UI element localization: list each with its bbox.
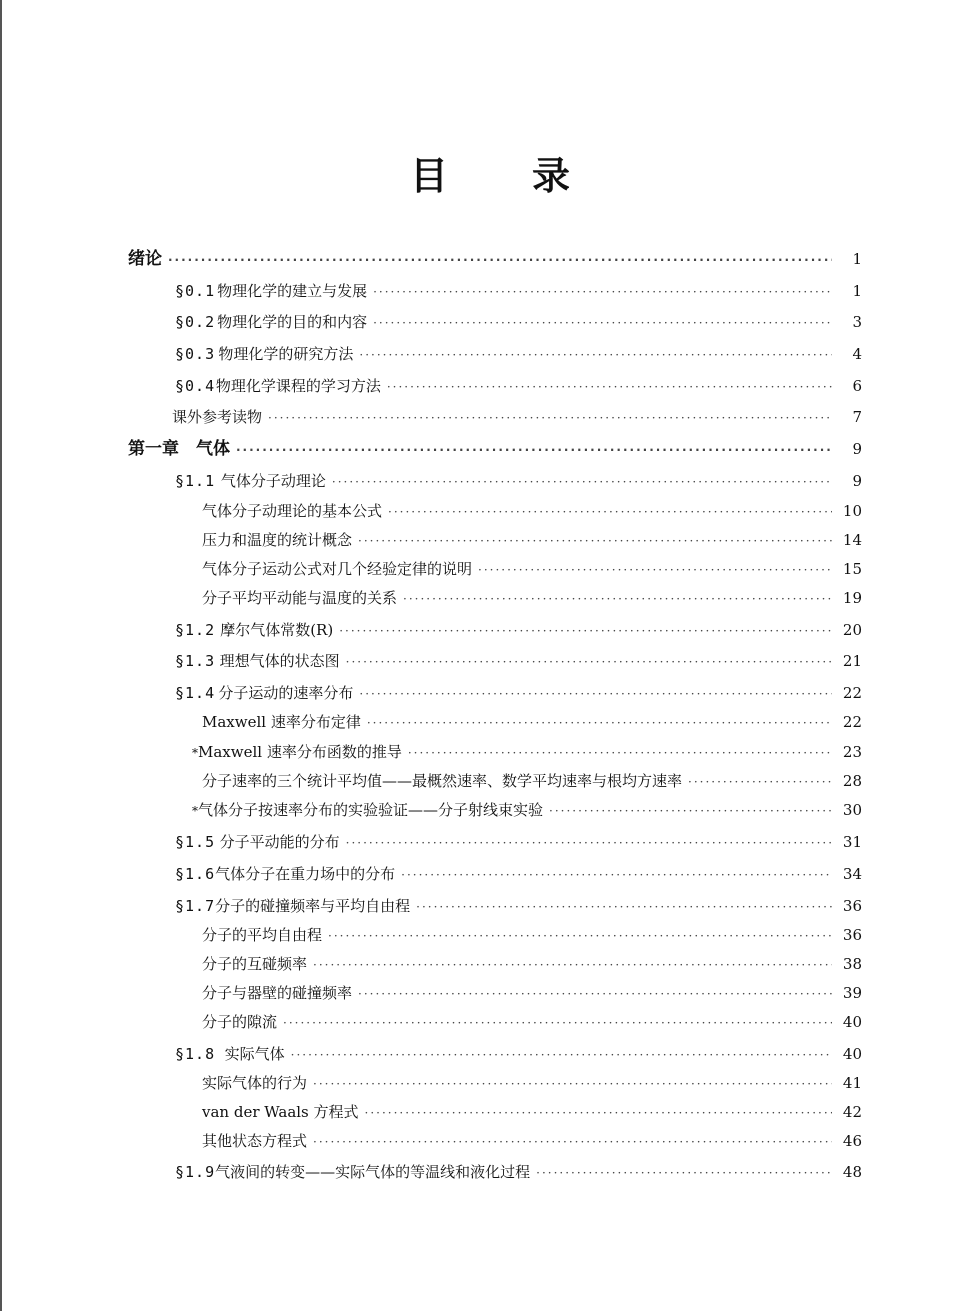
toc-page-number: 36 xyxy=(842,897,862,915)
toc-entry[interactable] xyxy=(202,711,862,734)
dot-leader xyxy=(168,249,832,271)
toc-page-number: 34 xyxy=(842,865,862,883)
toc-entry-title: 分子的碰撞频率与平均自由程 xyxy=(215,897,411,915)
dot-leader xyxy=(408,742,832,764)
toc-entry-title: 课外参考读物 xyxy=(172,408,263,426)
toc-entry-title: 分子的平均自由程 xyxy=(202,926,323,944)
toc-page-number: 39 xyxy=(842,984,862,1002)
toc-entry[interactable] xyxy=(175,619,862,642)
toc-page-number: 7 xyxy=(852,408,862,426)
dot-leader xyxy=(328,925,832,947)
page-title xyxy=(0,145,980,200)
toc-entry[interactable] xyxy=(202,770,862,793)
toc-entry-title: 气体分子运动公式对几个经验定律的说明 xyxy=(202,560,473,578)
toc-entry[interactable] xyxy=(175,650,862,673)
dot-leader xyxy=(549,800,832,822)
toc-entry[interactable] xyxy=(175,343,862,366)
optional-section-mark: * xyxy=(192,746,198,760)
toc-entry[interactable] xyxy=(175,280,862,303)
toc-section-number: §1.1 xyxy=(175,472,216,490)
toc-entry[interactable] xyxy=(172,406,862,429)
toc-entry[interactable] xyxy=(175,1043,862,1066)
dot-leader xyxy=(688,771,832,793)
toc-entry-title: Maxwell 速率分布定律 xyxy=(202,713,361,731)
toc-section-number: §0.1 xyxy=(175,282,216,300)
toc-entry[interactable] xyxy=(202,982,862,1005)
toc-entry-title: 气体分子动理论 xyxy=(220,472,326,490)
toc-page-number: 3 xyxy=(852,313,862,331)
toc-section-number: §1.9 xyxy=(175,1163,216,1181)
toc-entry[interactable] xyxy=(202,953,862,976)
toc-entry-title: 其他状态方程式 xyxy=(202,1132,308,1150)
toc-entry-title: 实际气体 xyxy=(224,1045,285,1063)
toc-page-number: 19 xyxy=(842,589,862,607)
toc-page-number: 40 xyxy=(842,1013,862,1031)
toc-entry-title: 气体分子按速率分布的实验验证——分子射线束实验 xyxy=(198,801,544,819)
dot-leader xyxy=(346,832,832,854)
toc-page-number: 22 xyxy=(842,684,862,702)
toc-entry-title: 分子的互碰频率 xyxy=(202,955,308,973)
dot-leader xyxy=(478,559,832,581)
dot-leader xyxy=(359,344,832,366)
toc-section-number: §1.3 xyxy=(175,652,216,670)
toc-page-number: 31 xyxy=(842,833,862,851)
toc-page-number: 10 xyxy=(842,502,862,520)
toc-page-number: 48 xyxy=(842,1163,862,1181)
dot-leader xyxy=(387,376,832,398)
toc-page-number: 22 xyxy=(842,713,862,731)
toc-entry[interactable] xyxy=(175,375,862,398)
dot-leader xyxy=(268,407,832,429)
toc-entry[interactable] xyxy=(202,587,862,610)
toc-entry[interactable] xyxy=(128,438,862,461)
dot-leader xyxy=(313,1131,832,1153)
dot-leader xyxy=(283,1012,832,1034)
toc-page-number: 46 xyxy=(842,1132,862,1150)
toc-entry[interactable] xyxy=(202,500,862,523)
dot-leader xyxy=(339,620,832,642)
toc-entry-title: 气体分子在重力场中的分布 xyxy=(215,865,396,883)
dot-leader xyxy=(373,312,832,334)
toc-section-number: §0.3 xyxy=(175,345,216,363)
toc-entry[interactable] xyxy=(175,831,862,854)
dot-leader xyxy=(367,712,832,734)
toc-section-number: §1.7 xyxy=(175,897,216,915)
dot-leader xyxy=(401,864,832,886)
toc-section-number: §1.2 xyxy=(175,621,216,639)
toc-entry[interactable] xyxy=(175,895,862,918)
title-char-1: 目 xyxy=(409,154,448,198)
dot-leader xyxy=(359,683,832,705)
toc-entry-title: 物理化学的研究方法 xyxy=(218,345,354,363)
toc-page-number: 40 xyxy=(842,1045,862,1063)
toc-page-number: 42 xyxy=(842,1103,862,1121)
toc-page-number: 21 xyxy=(842,652,862,670)
dot-leader xyxy=(416,896,832,918)
toc-page-number: 36 xyxy=(842,926,862,944)
toc-page-number: 20 xyxy=(842,621,862,639)
dot-leader xyxy=(403,588,832,610)
toc-entry-title: 绪论 xyxy=(128,249,162,269)
toc-page-number: 38 xyxy=(842,955,862,973)
toc-section-number: §1.4 xyxy=(175,684,216,702)
dot-leader xyxy=(358,530,832,552)
toc-entry[interactable] xyxy=(175,1161,862,1184)
toc-entry[interactable] xyxy=(202,1101,862,1124)
toc-entry-title: 分子与器壁的碰撞频率 xyxy=(202,984,353,1002)
toc-entry-title: van der Waals 方程式 xyxy=(202,1103,359,1121)
toc-entry[interactable] xyxy=(175,311,862,334)
toc-page-number: 41 xyxy=(842,1074,862,1092)
toc-entry[interactable] xyxy=(128,248,862,271)
toc-entry[interactable] xyxy=(202,924,862,947)
dot-leader xyxy=(313,954,832,976)
toc-section-number: §1.5 xyxy=(175,833,216,851)
toc-page-number: 30 xyxy=(842,801,862,819)
toc-page-number: 4 xyxy=(852,345,862,363)
toc-section-number: §1.6 xyxy=(175,865,216,883)
toc-entry-title: 分子的隙流 xyxy=(202,1013,278,1031)
dot-leader xyxy=(373,281,832,303)
toc-page-number: 23 xyxy=(842,743,862,761)
toc-entry-title: 物理化学课程的学习方法 xyxy=(215,377,381,395)
dot-leader xyxy=(536,1162,832,1184)
toc-entry[interactable] xyxy=(202,1011,862,1034)
toc-page-number: 15 xyxy=(842,560,862,578)
dot-leader xyxy=(346,651,832,673)
toc-section-number: §0.4 xyxy=(175,377,216,395)
toc-entry-title: 物理化学的目的和内容 xyxy=(217,313,368,331)
toc-entry[interactable] xyxy=(175,470,862,493)
dot-leader xyxy=(291,1044,832,1066)
toc-entry-title: 分子平均平动能与温度的关系 xyxy=(202,589,398,607)
toc-entry[interactable] xyxy=(202,1130,862,1153)
toc-entry-title: 物理化学的建立与发展 xyxy=(217,282,368,300)
toc-entry-title: 分子平动能的分布 xyxy=(219,833,340,851)
toc-page-number: 28 xyxy=(842,772,862,790)
title-char-2: 录 xyxy=(532,154,571,198)
toc-page-number: 9 xyxy=(852,440,862,458)
toc-entry[interactable] xyxy=(202,529,862,552)
toc-page-number: 6 xyxy=(852,377,862,395)
toc-section-number: §0.2 xyxy=(175,313,216,331)
toc-section-number: §1.8 xyxy=(175,1045,216,1063)
toc-entry[interactable] xyxy=(175,863,862,886)
toc-entry-title: 摩尔气体常数(R) xyxy=(220,621,334,639)
dot-leader xyxy=(388,501,832,523)
toc-page-number: 14 xyxy=(842,531,862,549)
dot-leader xyxy=(358,983,832,1005)
toc-page-number: 9 xyxy=(852,472,862,490)
toc-entry-title: 压力和温度的统计概念 xyxy=(202,531,353,549)
toc-entry-title: 气液间的转变——实际气体的等温线和液化过程 xyxy=(215,1163,531,1181)
dot-leader xyxy=(365,1102,832,1124)
toc-entry[interactable] xyxy=(175,682,862,705)
dot-leader xyxy=(313,1073,832,1095)
toc-page-number: 1 xyxy=(852,250,862,268)
optional-section-mark: * xyxy=(192,804,198,818)
toc-entry-title: 分子运动的速率分布 xyxy=(218,684,354,702)
toc-page-number: 1 xyxy=(852,282,862,300)
dot-leader xyxy=(236,439,832,461)
toc-entry-title: 理想气体的状态图 xyxy=(219,652,340,670)
toc-entry-title: 实际气体的行为 xyxy=(202,1074,308,1092)
toc-entry[interactable] xyxy=(192,799,862,822)
toc-entry[interactable] xyxy=(192,741,862,764)
toc-entry[interactable] xyxy=(202,1072,862,1095)
toc-entry-title: Maxwell 速率分布函数的推导 xyxy=(198,743,402,761)
toc-entry[interactable] xyxy=(202,558,862,581)
toc-entry-title: 第一章 气体 xyxy=(128,439,230,459)
dot-leader xyxy=(332,471,832,493)
toc-entry-title: 分子速率的三个统计平均值——最概然速率、数学平均速率与根均方速率 xyxy=(202,772,683,790)
toc-entry-title: 气体分子动理论的基本公式 xyxy=(202,502,383,520)
